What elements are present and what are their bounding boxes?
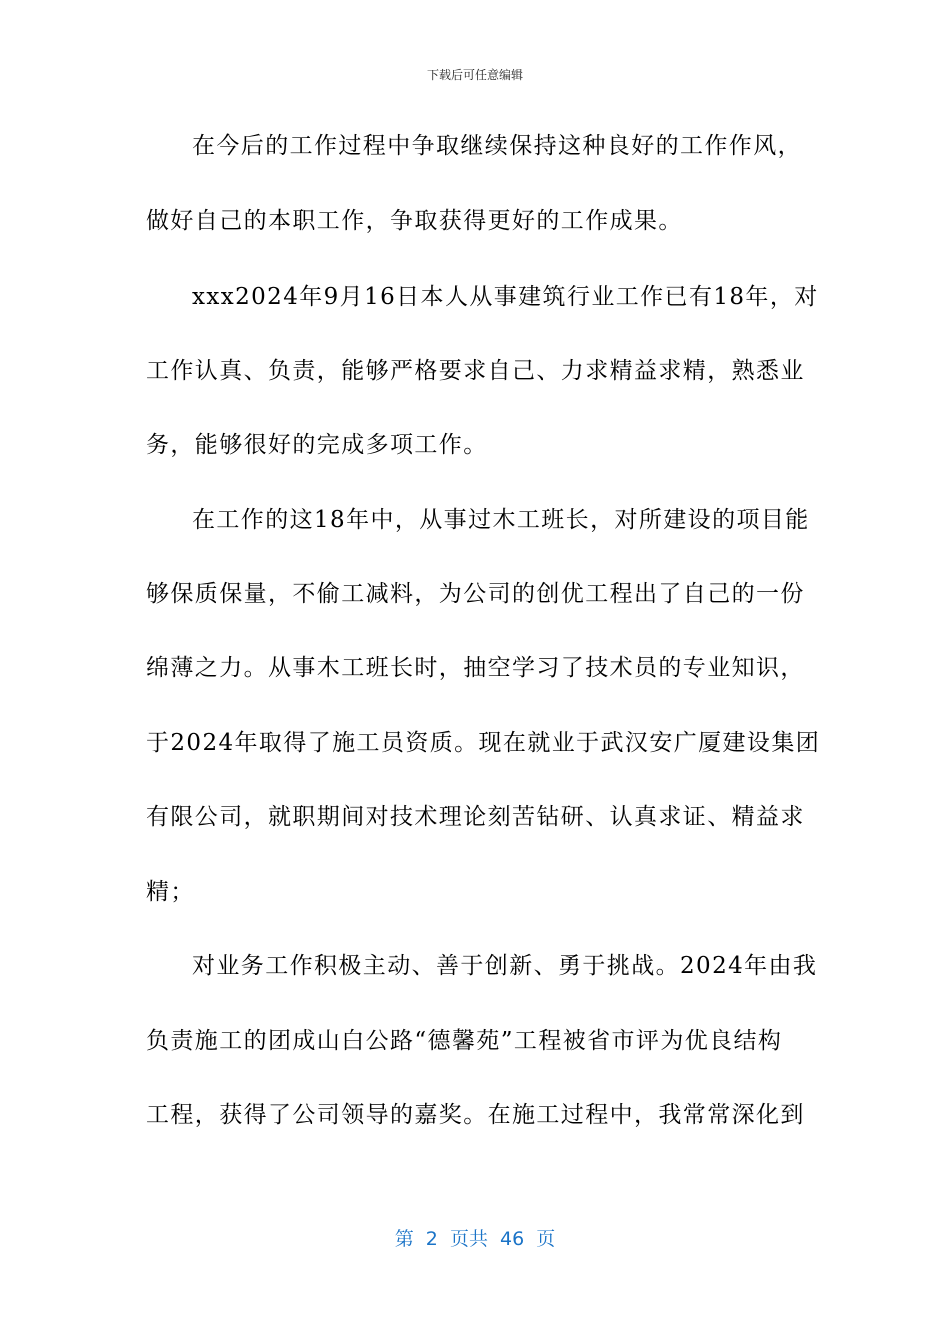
paragraph-line: 精；: [146, 879, 195, 905]
paragraph-line: 做好自己的本职工作，争取获得更好的工作成果。: [146, 208, 683, 234]
paragraph-line: 够保质保量，不偷工减料，为公司的创优工程出了自己的一份: [146, 581, 805, 607]
paragraph-line: 有限公司，就职期间对技术理论刻苦钻研、认真求证、精益求: [146, 804, 805, 830]
paragraph-line: xxx2024年9月16日本人从事建筑行业工作已有18年，对: [192, 284, 819, 310]
paragraph-line: 对业务工作积极主动、善于创新、勇于挑战。2024年由我: [192, 953, 818, 979]
paragraph-line: 在今后的工作过程中争取继续保持这种良好的工作作风，: [192, 133, 802, 159]
paragraph-line: 工作认真、负责，能够严格要求自己、力求精益求精，熟悉业: [146, 358, 805, 384]
paragraph-line: 绵薄之力。从事木工班长时，抽空学习了技术员的专业知识，: [146, 655, 805, 681]
paragraph-line: 工程，获得了公司领导的嘉奖。在施工过程中，我常常深化到: [146, 1102, 805, 1128]
paragraph-line: 务，能够很好的完成多项工作。: [146, 432, 488, 458]
page-number-footer: 第 2 页共 46 页: [394, 1228, 556, 1250]
paragraph-line: 在工作的这18年中，从事过木工班长，对所建设的项目能: [192, 507, 810, 533]
paragraph-line: 于2024年取得了施工员资质。现在就业于武汉安广厦建设集团: [146, 730, 821, 756]
page-header-note: 下载后可任意编辑: [426, 68, 523, 82]
paragraph-line: 负责施工的团成山白公路“德馨苑”工程被省市评为优良结构: [146, 1028, 783, 1054]
